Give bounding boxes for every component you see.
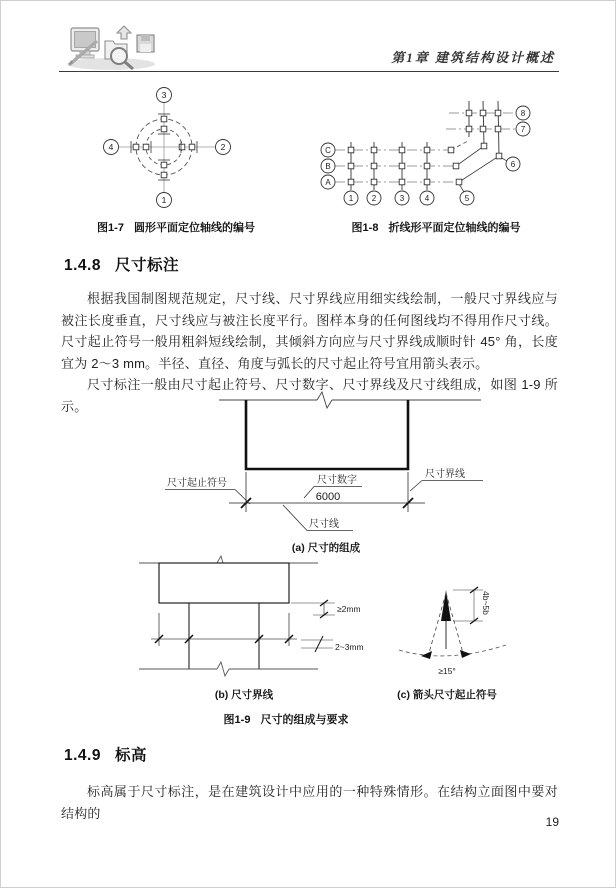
fig7-caption-text: 圆形平面定位轴线的编号 (133, 222, 255, 234)
fig7-axis-left: 4 (108, 142, 114, 152)
fig8-column-lines (351, 101, 499, 190)
fig9b-object-rect (159, 563, 289, 603)
figure-1-7-caption (61, 219, 291, 235)
fig9c-length-dimension (453, 587, 491, 624)
fig9a-dim-value: 6000 (315, 491, 341, 503)
figure-1-9c-arrow-symbol (394, 569, 546, 683)
fig9c-arrowhead (441, 590, 451, 621)
fig9b-gap-annotation (291, 600, 361, 618)
fig7-axis-top: 3 (161, 90, 167, 100)
fig7-tag: 图1-7 (97, 222, 124, 234)
body-paragraph-1: 根据我国制图规范规定，尺寸线、尺寸界线应用细实线绘制，一般尺寸界线应与被注长度垂直，尺寸线应与被注长度平行。图样本身的任何图线均不得用作尺寸线。尺寸起止符号一般用粗斜短线绘制，其倾斜方向应与尺寸界线成顺时针 45° 角，长度宜为 2～3 mm。半径、直径、角度与弧长的尺寸起止符号宜用箭头表示。 (61, 291, 558, 371)
fig9a-label-dim-line (283, 505, 353, 531)
figure-1-7-circular-plan (96, 83, 246, 215)
fig9a-object-top-line (219, 392, 481, 408)
fig8-tag: 图1-8 (351, 222, 379, 234)
fig8-row-b: B (325, 162, 331, 171)
fig9b-outer-extension-lines (159, 613, 289, 646)
fig7-axis-bottom: 1 (161, 195, 167, 205)
fig7-axis-numbers (109, 90, 226, 205)
fig9-caption-text: 尺寸的组成与要求 (260, 714, 349, 726)
section-heading-1-4-9 (64, 743, 147, 765)
fig8-col-2: 2 (371, 194, 377, 203)
figure-1-9-caption (61, 711, 511, 727)
fig8-row-c: C (325, 146, 331, 155)
figure-1-9a-dimension-composition (161, 391, 491, 537)
header-divider (59, 71, 559, 72)
fig9c-angle-note: ≥15° (438, 666, 456, 676)
section-heading-1-4-8 (64, 253, 179, 275)
fig7-axis-bubbles (104, 88, 231, 208)
fig9b-object-axis-lines (189, 603, 259, 669)
fig9a-wall-outline (246, 400, 408, 469)
publisher-logo (63, 25, 185, 71)
chapter-label: 第1章 (391, 50, 430, 65)
fig8-col-4: 4 (424, 194, 430, 203)
figure-1-9b-extension-lines (134, 554, 386, 682)
floppy-disk-icon (137, 35, 154, 52)
fig9a-dim-line-text: 尺寸线 (309, 519, 339, 530)
fig8-axis-squares (348, 110, 502, 185)
page-number: 19 (545, 815, 559, 829)
fig9a-number-text: 尺寸数字 (317, 475, 357, 486)
fig8-row-a: A (325, 178, 331, 187)
fig8-caption-text: 折线形平面定位轴线的编号 (388, 222, 521, 234)
body-paragraph-3: 标高属于尺寸标注，是在建筑设计中应用的一种特殊情形。在结构立面图中要对结构的 (61, 784, 558, 821)
figure-1-8-folded-plan (316, 87, 548, 213)
figure-1-8-caption (321, 219, 551, 235)
fig9a-label-start-symbol (165, 476, 250, 504)
fig8-col-3: 3 (399, 194, 405, 203)
fig7-axis-right: 2 (220, 142, 226, 152)
fig9-tag: 图1-9 (223, 714, 251, 726)
fig8-axis-numbers (325, 109, 526, 203)
fig9b-lower-wall-line (139, 662, 318, 676)
fig9a-extension-text: 尺寸界线 (425, 469, 465, 480)
fig9a-start-symbol-text: 尺寸起止符号 (167, 478, 227, 489)
figure-1-9b-caption: (b) 尺寸界线 (214, 689, 274, 701)
fig9b-gap-note: ≥2mm (337, 604, 361, 614)
figure-1-9c-caption: (c) 箭头尺寸起止符号 (397, 689, 497, 701)
arrow-up-icon (117, 26, 131, 39)
running-head (391, 47, 555, 66)
fig8-row-8: 8 (520, 109, 526, 118)
fig9b-overrun-annotation (301, 636, 364, 652)
fig9c-arc-arrowheads (421, 650, 471, 659)
fig8-col-5: 5 (464, 194, 470, 203)
fig8-col-6: 6 (510, 160, 516, 169)
section-title: 尺寸标注 (114, 257, 179, 274)
fig9c-arrow-length: 4b~5b (481, 591, 491, 615)
fig9c-angle-arc (399, 645, 506, 656)
chapter-title: 建筑结构设计概述 (434, 50, 555, 65)
section-number: 1.4.8 (64, 257, 101, 274)
fig8-col-1: 1 (348, 194, 354, 203)
fig9a-label-extension (410, 467, 483, 491)
body-paragraph-2: 尺寸标注一般由尺寸起止符号、尺寸数字、尺寸界线及尺寸线组成，如图 1-9 所示。 (61, 377, 558, 414)
fig9b-overrun-note: 2~3mm (335, 642, 364, 652)
fig8-row-7: 7 (520, 125, 526, 134)
section-number: 1.4.9 (64, 747, 101, 764)
section-title: 标高 (114, 747, 147, 764)
figure-1-9a-caption: (a) 尺寸的组成 (291, 542, 361, 554)
